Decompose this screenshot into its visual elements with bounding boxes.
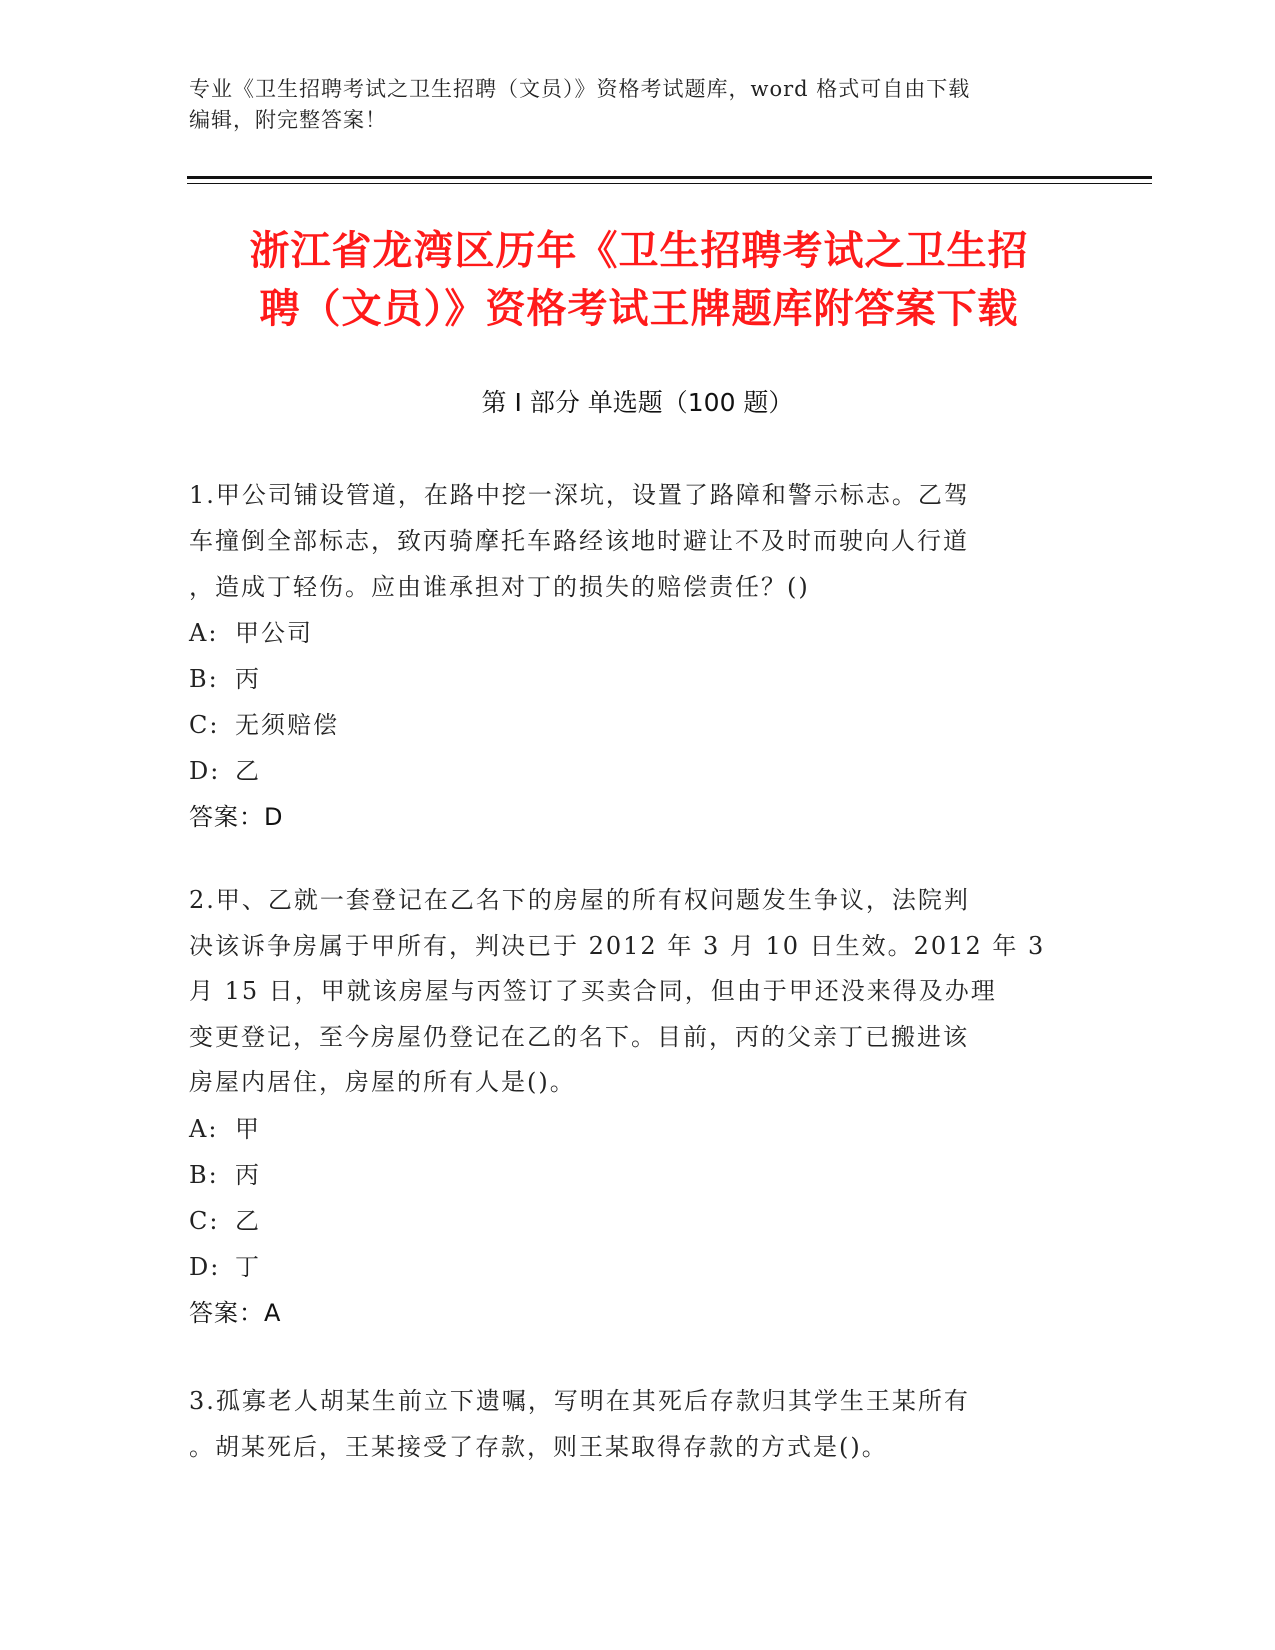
option-key: A: bbox=[189, 1114, 219, 1143]
question-1 bbox=[189, 472, 1069, 840]
option-key: C: bbox=[189, 711, 220, 739]
question-stem-line: ，造成丁轻伤。应由谁承担对丁的损失的赔偿责任？() bbox=[189, 573, 810, 601]
question-stem-line: 2.甲、乙就一套登记在乙名下的房屋的所有权问题发生争议，法院判 bbox=[189, 886, 970, 914]
option-text: 甲 bbox=[235, 1114, 261, 1143]
option-list bbox=[189, 610, 1069, 794]
header-note-line: 编辑，附完整答案！ bbox=[189, 108, 387, 132]
option-d bbox=[189, 1244, 1069, 1290]
question-2 bbox=[189, 878, 1069, 1336]
option-key: D: bbox=[189, 757, 221, 785]
option-text: 乙 bbox=[235, 1206, 261, 1235]
question-stem-line: 车撞倒全部标志，致丙骑摩托车路经该地时避让不及时而驶向人行道 bbox=[189, 527, 969, 555]
document-title bbox=[189, 222, 1089, 338]
answer-line: 答案：D bbox=[189, 803, 284, 831]
option-text: 丙 bbox=[235, 1160, 261, 1189]
option-text: 丁 bbox=[235, 1252, 261, 1281]
question-stem-line: 房屋内居住，房屋的所有人是()。 bbox=[189, 1068, 576, 1096]
option-d bbox=[189, 748, 1069, 794]
option-list bbox=[189, 1106, 1069, 1290]
section-heading: 第 I 部分 单选题（100 题） bbox=[481, 388, 794, 417]
question-stem bbox=[189, 878, 1069, 1106]
option-key: D: bbox=[189, 1252, 221, 1281]
option-text: 乙 bbox=[235, 757, 261, 785]
document-title-line: 聘（文员）》资格考试王牌题库附答案下载 bbox=[259, 286, 1019, 332]
option-key: B: bbox=[189, 1160, 219, 1189]
option-text: 丙 bbox=[235, 665, 261, 693]
option-text: 甲公司 bbox=[235, 619, 313, 647]
question-stem-line: 1.甲公司铺设管道，在路中挖一深坑，设置了路障和警示标志。乙驾 bbox=[189, 481, 970, 509]
question-stem bbox=[189, 472, 1069, 610]
option-b bbox=[189, 656, 1069, 702]
question-3 bbox=[189, 1378, 1069, 1470]
question-stem-line: 。胡某死后，王某接受了存款，则王某取得存款的方式是()。 bbox=[189, 1433, 888, 1461]
option-key: B: bbox=[189, 665, 219, 693]
question-stem bbox=[189, 1378, 1069, 1470]
answer-line: 答案：A bbox=[189, 1298, 282, 1327]
header-note-line: 专业《卫生招聘考试之卫生招聘（文员）》资格考试题库，word 格式可自由下载 bbox=[189, 77, 971, 101]
option-c bbox=[189, 1198, 1069, 1244]
question-stem-line: 月 15 日，甲就该房屋与丙签订了买卖合同，但由于甲还没来得及办理 bbox=[189, 977, 997, 1005]
option-a bbox=[189, 610, 1069, 656]
option-key: C: bbox=[189, 1206, 220, 1235]
option-text: 无须赔偿 bbox=[235, 711, 339, 739]
question-stem-line: 决该诉争房属于甲所有，判决已于 2012 年 3 月 10 日生效。2012 年 3 bbox=[189, 931, 1046, 960]
option-c bbox=[189, 702, 1069, 748]
option-b bbox=[189, 1152, 1069, 1198]
document-title-line: 浙江省龙湾区历年《卫生招聘考试之卫生招 bbox=[249, 228, 1029, 274]
header-rule-thick bbox=[187, 176, 1152, 179]
header-rule-thin bbox=[187, 183, 1152, 184]
question-stem-line: 变更登记，至今房屋仍登记在乙的名下。目前，丙的父亲丁已搬进该 bbox=[189, 1022, 969, 1051]
option-key: A: bbox=[189, 619, 219, 647]
option-a bbox=[189, 1106, 1069, 1152]
header-note bbox=[189, 74, 1069, 136]
question-stem-line: 3.孤寡老人胡某生前立下遗嘱，写明在其死后存款归其学生王某所有 bbox=[189, 1387, 970, 1415]
